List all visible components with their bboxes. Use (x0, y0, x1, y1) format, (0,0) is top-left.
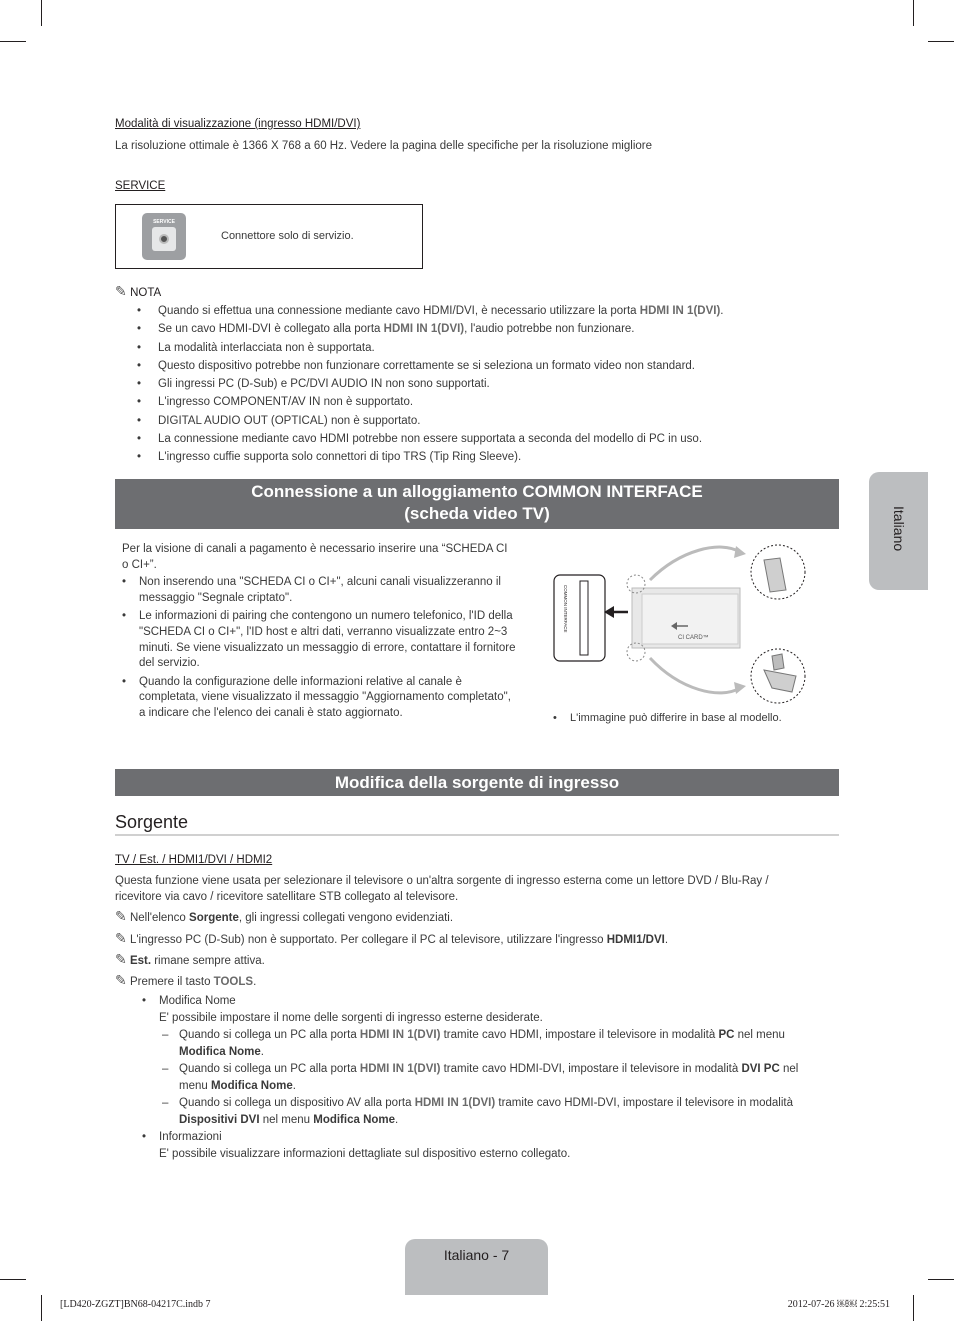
pencil-icon: ✎ (115, 931, 127, 947)
ci-bullet: • Non inserendo una "SCHEDA CI o CI+", alcuni canali visualizzeranno il messaggio "Segnale criptato". (117, 575, 517, 606)
crop-mark (913, 1295, 914, 1321)
source-path: TV / Est. / HDMI1/DVI / HDMI2 (115, 854, 273, 866)
rename-block (137, 993, 837, 1163)
ci-card-label: CI CARD™ (678, 635, 709, 641)
ci-intro: Per la visione di canali a pagamento è necessario inserire una “SCHEDA CI o CI+”. (122, 543, 508, 571)
source-section-heading: Modifica della sorgente di ingresso (115, 769, 839, 796)
side-tab-label: Italiano (891, 506, 907, 552)
page-number-tab (405, 1239, 548, 1295)
pencil-icon: ✎ (115, 284, 127, 300)
nota-header (115, 284, 161, 302)
page-number: Italiano - 7 (443, 1247, 510, 1263)
source-note: ✎ Premere il tasto TOOLS. (115, 973, 257, 989)
crop-mark (0, 41, 26, 42)
divider (115, 834, 839, 836)
ci-section-heading: Connessione a un alloggiamento COMMON INTERFACE (scheda video TV) (115, 479, 839, 529)
service-port-label: SERVICE (153, 219, 175, 225)
language-side-tab (869, 472, 928, 590)
rename-title: • Modifica Nome (137, 993, 837, 1010)
info-desc: E' possibile visualizzare informazioni dettagliate sul dispositivo esterno collegato. (159, 1148, 571, 1160)
crop-mark (928, 41, 954, 42)
ci-slot-label: COMMON INTERFACE (563, 585, 568, 633)
nota-item: • Questo dispositivo potrebbe non funzionare correttamente se si seleziona un formato video non standard. (115, 357, 839, 375)
source-note: ✎ L'ingresso PC (D-Sub) non è supportato. Per collegare il PC al televisore, utilizzare l'ingresso HDMI1/DVI. (115, 931, 669, 947)
nota-item: • L'ingresso COMPONENT/AV IN non è supportato. (115, 393, 839, 411)
crop-mark (41, 0, 42, 26)
nota-item: • Gli ingressi PC (D-Sub) e PC/DVI AUDIO IN non sono supportati. (115, 375, 839, 393)
footer-file-info: [LD420-ZGZT]BN68-04217C.indb 7 (60, 1299, 211, 1310)
ci-bullet: • Quando la configurazione delle informazioni relative al canale è completata, viene visualizzato il messaggio "Aggiornamento completato", a indicare che l'elenco dei canali è stato aggiornato. (117, 675, 517, 722)
pencil-icon: ✎ (115, 952, 127, 968)
nota-item: • La modalità interlacciata non è supportata. (115, 339, 839, 357)
nota-item: • L'ingresso cuffie supporta solo connettori di tipo TRS (Tip Ring Sleeve). (115, 448, 839, 466)
hdmi-section-title: Modalità di visualizzazione (ingresso HDMI/DVI) (115, 118, 361, 130)
ci-image-note: • L'immagine può differire in base al modello. (548, 712, 954, 724)
crop-mark (0, 1279, 26, 1280)
nota-title: NOTA (130, 287, 162, 299)
pencil-icon: ✎ (115, 909, 127, 925)
info-title: • Informazioni (137, 1129, 837, 1146)
crop-mark (913, 0, 914, 26)
pencil-icon: ✎ (115, 973, 127, 989)
hdmi-section-text: La risoluzione ottimale è 1366 X 768 a 60 Hz. Vedere la pagina delle specifiche per la risoluzione migliore (115, 140, 652, 152)
service-port-icon (142, 213, 186, 260)
rename-item: – Quando si collega un dispositivo AV alla porta HDMI IN 1(DVI) tramite cavo HDMI-DVI, impostare il televisore in modalità Dispositivi DVI nel menu Modifica Nome. (159, 1095, 837, 1129)
service-title: SERVICE (115, 180, 166, 192)
nota-item: • Se un cavo HDMI-DVI è collegato alla porta HDMI IN 1(DVI), l'audio potrebbe non funzionare. (115, 320, 839, 338)
nota-item: • DIGITAL AUDIO OUT (OPTICAL) non è supportato. (115, 412, 839, 430)
rename-desc: E' possibile impostare il nome delle sorgenti di ingresso esterne desiderate. (159, 1012, 543, 1024)
source-note: ✎ Nell'elenco Sorgente, gli ingressi collegati vengono evidenziati. (115, 909, 454, 925)
nota-item: • La connessione mediante cavo HDMI potrebbe non essere supportata a seconda del modello di PC in uso. (115, 430, 839, 448)
ci-text-block (122, 542, 517, 722)
ci-card-illustration (550, 540, 812, 710)
crop-mark (41, 1295, 42, 1321)
service-description: Connettore solo di servizio. (221, 230, 354, 242)
nota-list (115, 302, 839, 467)
source-subheading: Sorgente (115, 812, 189, 832)
nota-item: • Quando si effettua una connessione mediante cavo HDMI/DVI, è necessario utilizzare la porta HDMI IN 1(DVI). (115, 302, 839, 320)
crop-mark (928, 1279, 954, 1280)
footer-timestamp: 2012-07-26 ￼￼ 2:25:51 (787, 1299, 890, 1310)
ci-bullet: • Le informazioni di pairing che contengono un numero telefonico, l'ID della "SCHEDA CI o CI+", l'ID host e altri dati, verranno visualizzate entro 2~3 minuti. Se viene visualizzato un messaggio di errore, contattare il fornitore del servizio. (117, 609, 517, 671)
rename-item: – Quando si collega un PC alla porta HDMI IN 1(DVI) tramite cavo HDMI, impostare il televisore in modalità PC nel menu Modifica Nome. (159, 1027, 837, 1061)
rename-item: – Quando si collega un PC alla porta HDMI IN 1(DVI) tramite cavo HDMI-DVI, impostare il televisore in modalità DVI PC nel menu Modifica Nome. (159, 1061, 837, 1095)
source-note: ✎ Est. rimane sempre attiva. (115, 952, 265, 968)
source-intro: Questa funzione viene usata per selezionare il televisore o un'altra sorgente di ingresso esterna come un lettore DVD / Blu-Ray / ricevitore via cavo / ricevitore satellitare STB collegato al televisore. (115, 875, 769, 903)
service-box (115, 204, 423, 269)
